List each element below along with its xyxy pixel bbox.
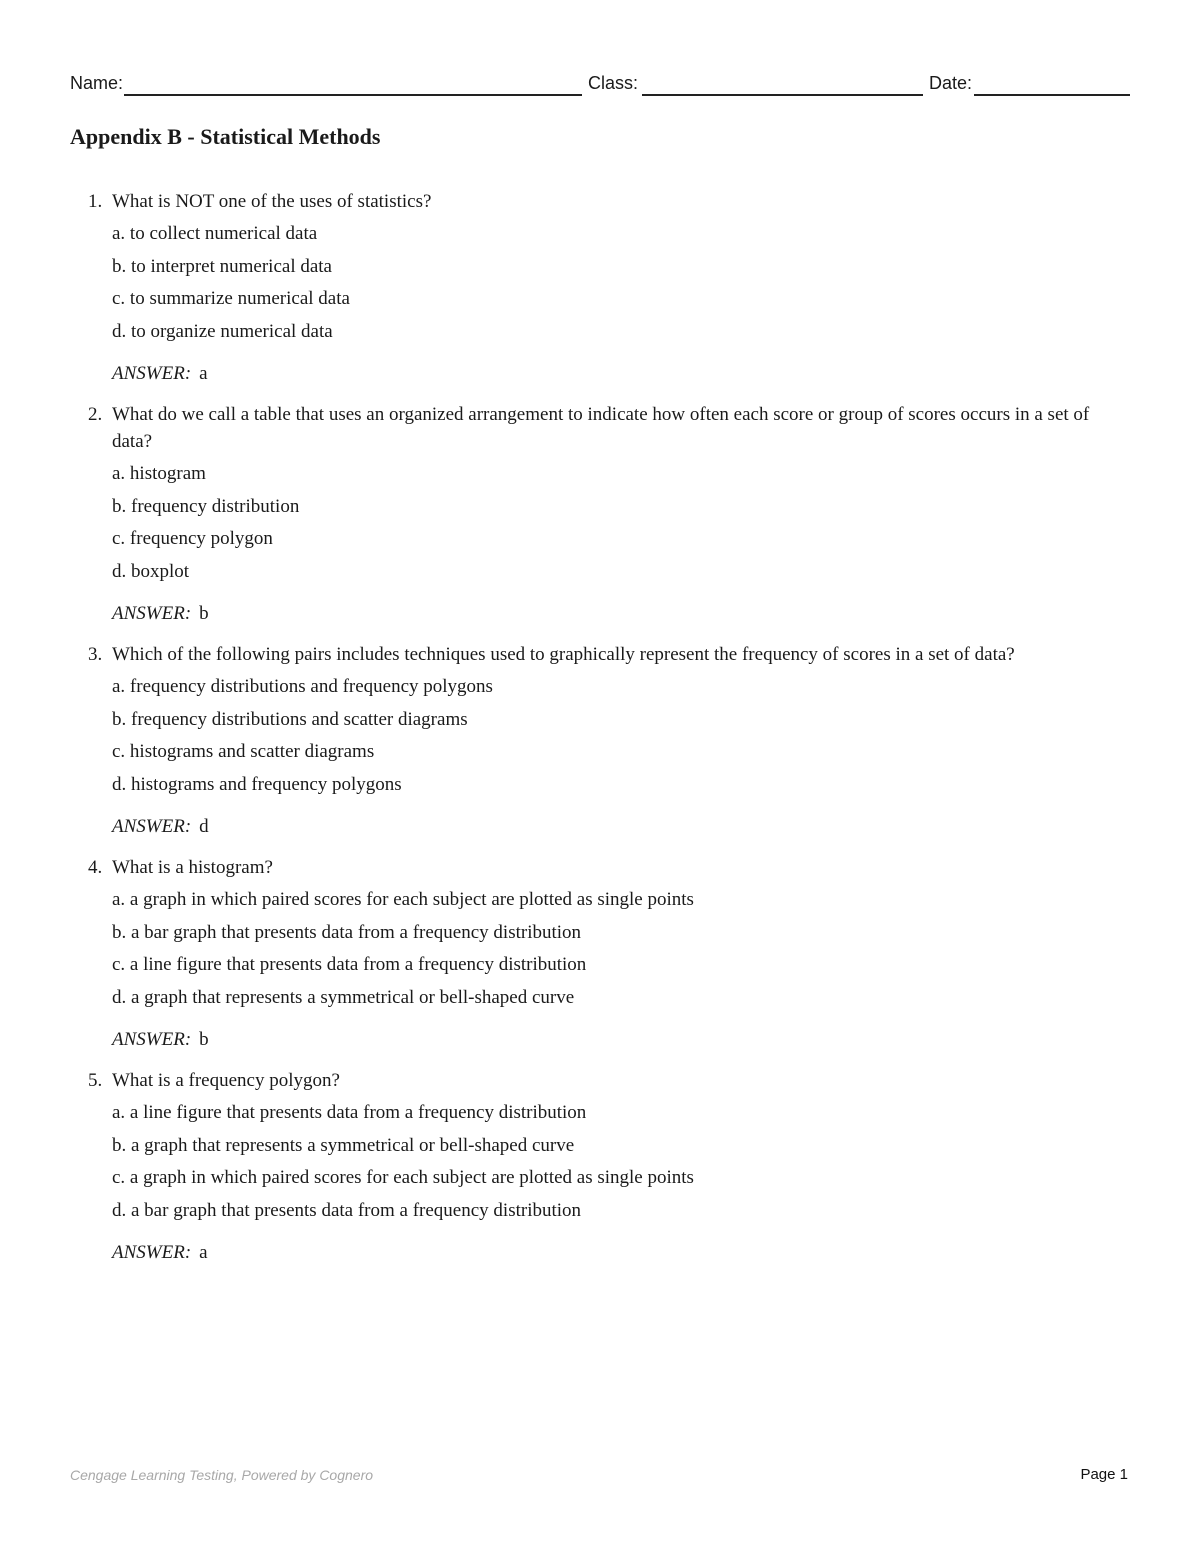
answer-option: b. a graph that represents a symmetrical or bell-shaped curve [112, 1134, 575, 1156]
question-stem: Which of the following pairs includes techniques used to graphically represent the frequency of scores in a set of data? [112, 644, 1015, 665]
answer-option: a. frequency distributions and frequency polygons [112, 676, 493, 697]
answer-option: a. a line figure that presents data from a frequency distribution [112, 1102, 587, 1123]
answer-label: ANSWER: [112, 816, 192, 837]
question-5 [88, 1067, 1100, 1266]
question-2 [88, 401, 1100, 627]
answer-option: a. a graph in which paired scores for each subject are plotted as single points [112, 889, 694, 910]
answer-label: ANSWER: [112, 603, 192, 624]
answer-label: ANSWER: [112, 363, 192, 384]
answer-value: a [199, 1242, 208, 1263]
page-title: Appendix B - Statistical Methods [70, 124, 381, 149]
answer-line [112, 1026, 1100, 1053]
answer-line [112, 360, 1100, 387]
name-field-line [124, 94, 582, 96]
answer-option: b. to interpret numerical data [112, 255, 332, 277]
answer-option: b. frequency distribution [112, 495, 300, 517]
date-field-line [974, 94, 1130, 96]
answer-line [112, 1239, 1100, 1266]
answer-value: b [199, 603, 209, 624]
answer-label: ANSWER: [112, 1029, 192, 1050]
question-number: 3. [88, 644, 103, 665]
answer-line [112, 813, 1100, 840]
class-field-line [642, 94, 923, 96]
answer-value: b [199, 1029, 209, 1050]
answer-value: d [199, 816, 209, 837]
answer-option: b. frequency distributions and scatter diagrams [112, 708, 468, 730]
answer-option: d. to organize numerical data [112, 320, 333, 342]
student-info-header [70, 70, 1130, 98]
answer-option: b. a bar graph that presents data from a frequency distribution [112, 921, 582, 943]
question-4 [88, 854, 1100, 1053]
class-label: Class: [588, 73, 639, 93]
date-label: Date: [929, 73, 973, 93]
name-label: Name: [70, 73, 124, 93]
question-stem: What is a frequency polygon? [112, 1070, 340, 1091]
question-number: 4. [88, 857, 103, 878]
page-footer [70, 1465, 1130, 1487]
answer-option: d. histograms and frequency polygons [112, 773, 402, 795]
answer-option: c. a graph in which paired scores for each subject are plotted as single points [112, 1167, 694, 1188]
question-number: 5. [88, 1070, 103, 1091]
answer-option: d. boxplot [112, 560, 190, 582]
question-number: 2. [88, 404, 103, 425]
answer-option: d. a bar graph that presents data from a frequency distribution [112, 1199, 582, 1221]
question-number: 1. [88, 191, 103, 212]
question-stem: What is a histogram? [112, 857, 273, 878]
answer-option: d. a graph that represents a symmetrical or bell-shaped curve [112, 986, 575, 1008]
answer-option: c. histograms and scatter diagrams [112, 741, 375, 762]
question-list [88, 188, 1100, 1280]
question-3 [88, 641, 1100, 840]
answer-label: ANSWER: [112, 1242, 192, 1263]
answer-option: c. frequency polygon [112, 528, 273, 549]
answer-value: a [199, 363, 208, 384]
footer-brand: Cengage Learning Testing, Powered by Cognero [70, 1467, 374, 1483]
answer-option: c. to summarize numerical data [112, 288, 350, 309]
question-1 [88, 188, 1100, 387]
answer-option: a. to collect numerical data [112, 223, 318, 244]
page-number: Page 1 [1080, 1466, 1128, 1483]
answer-option: c. a line figure that presents data from a frequency distribution [112, 954, 587, 975]
answer-line [112, 600, 1100, 627]
question-stem: What is NOT one of the uses of statistics? [112, 191, 432, 212]
answer-option: a. histogram [112, 463, 206, 484]
question-stem: What do we call a table that uses an organized arrangement to indicate how often each score or group of scores occurs in a set of data? [112, 404, 1090, 452]
